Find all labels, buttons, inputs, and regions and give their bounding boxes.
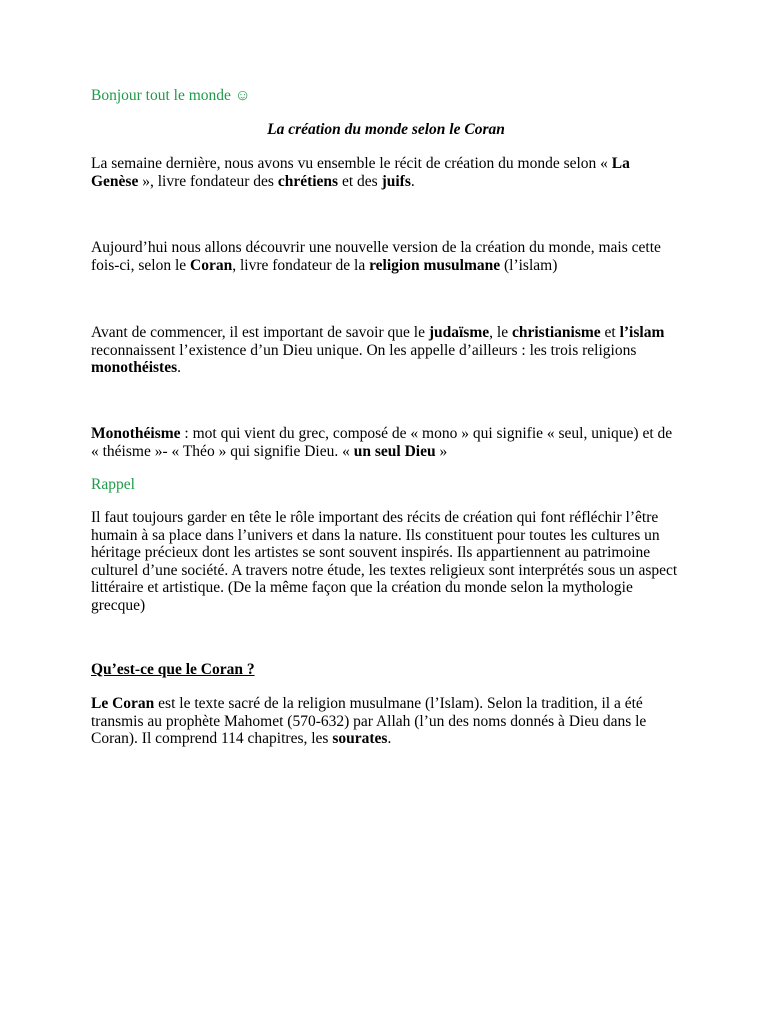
paragraph-religions: Avant de commencer, il est important de savoir que le judaïsme, le christianisme et l’islam reconnaissent l’existence d’un Dieu unique. On les appelle d’ailleurs : les trois religions monothéistes. [91, 324, 665, 376]
paragraph-coran-def: Le Coran est le texte sacré de la religion musulmane (l’Islam). Selon la tradition, il a été transmis au prophète Mahomet (570-632) par Allah (l’un des noms donnés à Dieu dans le Coran). Il comprend 114 chapitres, les sourates. [91, 695, 647, 747]
paragraph-rappel: Il faut toujours garder en tête le rôle important des récits de création qui font réfléchir l’être humain à sa place dans l’univers et dans la nature. Ils constituent pour toutes les cultures un héritage précieux dont les artistes se sont souvent inspirés. Ils appartiennent au patrimoine culturel d’une société. A travers notre étude, les textes religieux sont interprétés sous un aspect littéraire et artistique. (De la même façon que la création du monde selon la mythologie grecque) [91, 509, 678, 614]
section-heading-coran: Qu’est-ce que le Coran ? [91, 661, 255, 678]
document-title: La création du monde selon le Coran [267, 121, 505, 138]
rappel-heading: Rappel [91, 476, 135, 493]
paragraph-genese: La semaine dernière, nous avons vu ensemble le récit de création du monde selon « La Genèse », livre fondateur des chrétiens et des juifs. [91, 155, 630, 190]
paragraph-definition: Monothéisme : mot qui vient du grec, composé de « mono » qui signifie « seul, unique) et de « théisme »- « Théo » qui signifie Dieu. « un seul Dieu » [91, 425, 673, 460]
paragraph-coran-intro: Aujourd’hui nous allons découvrir une nouvelle version de la création du monde, mais cette fois-ci, selon le Coran, livre fondateur de la religion musulmane (l’islam) [91, 239, 661, 274]
greeting: Bonjour tout le monde ☺ [91, 87, 251, 104]
